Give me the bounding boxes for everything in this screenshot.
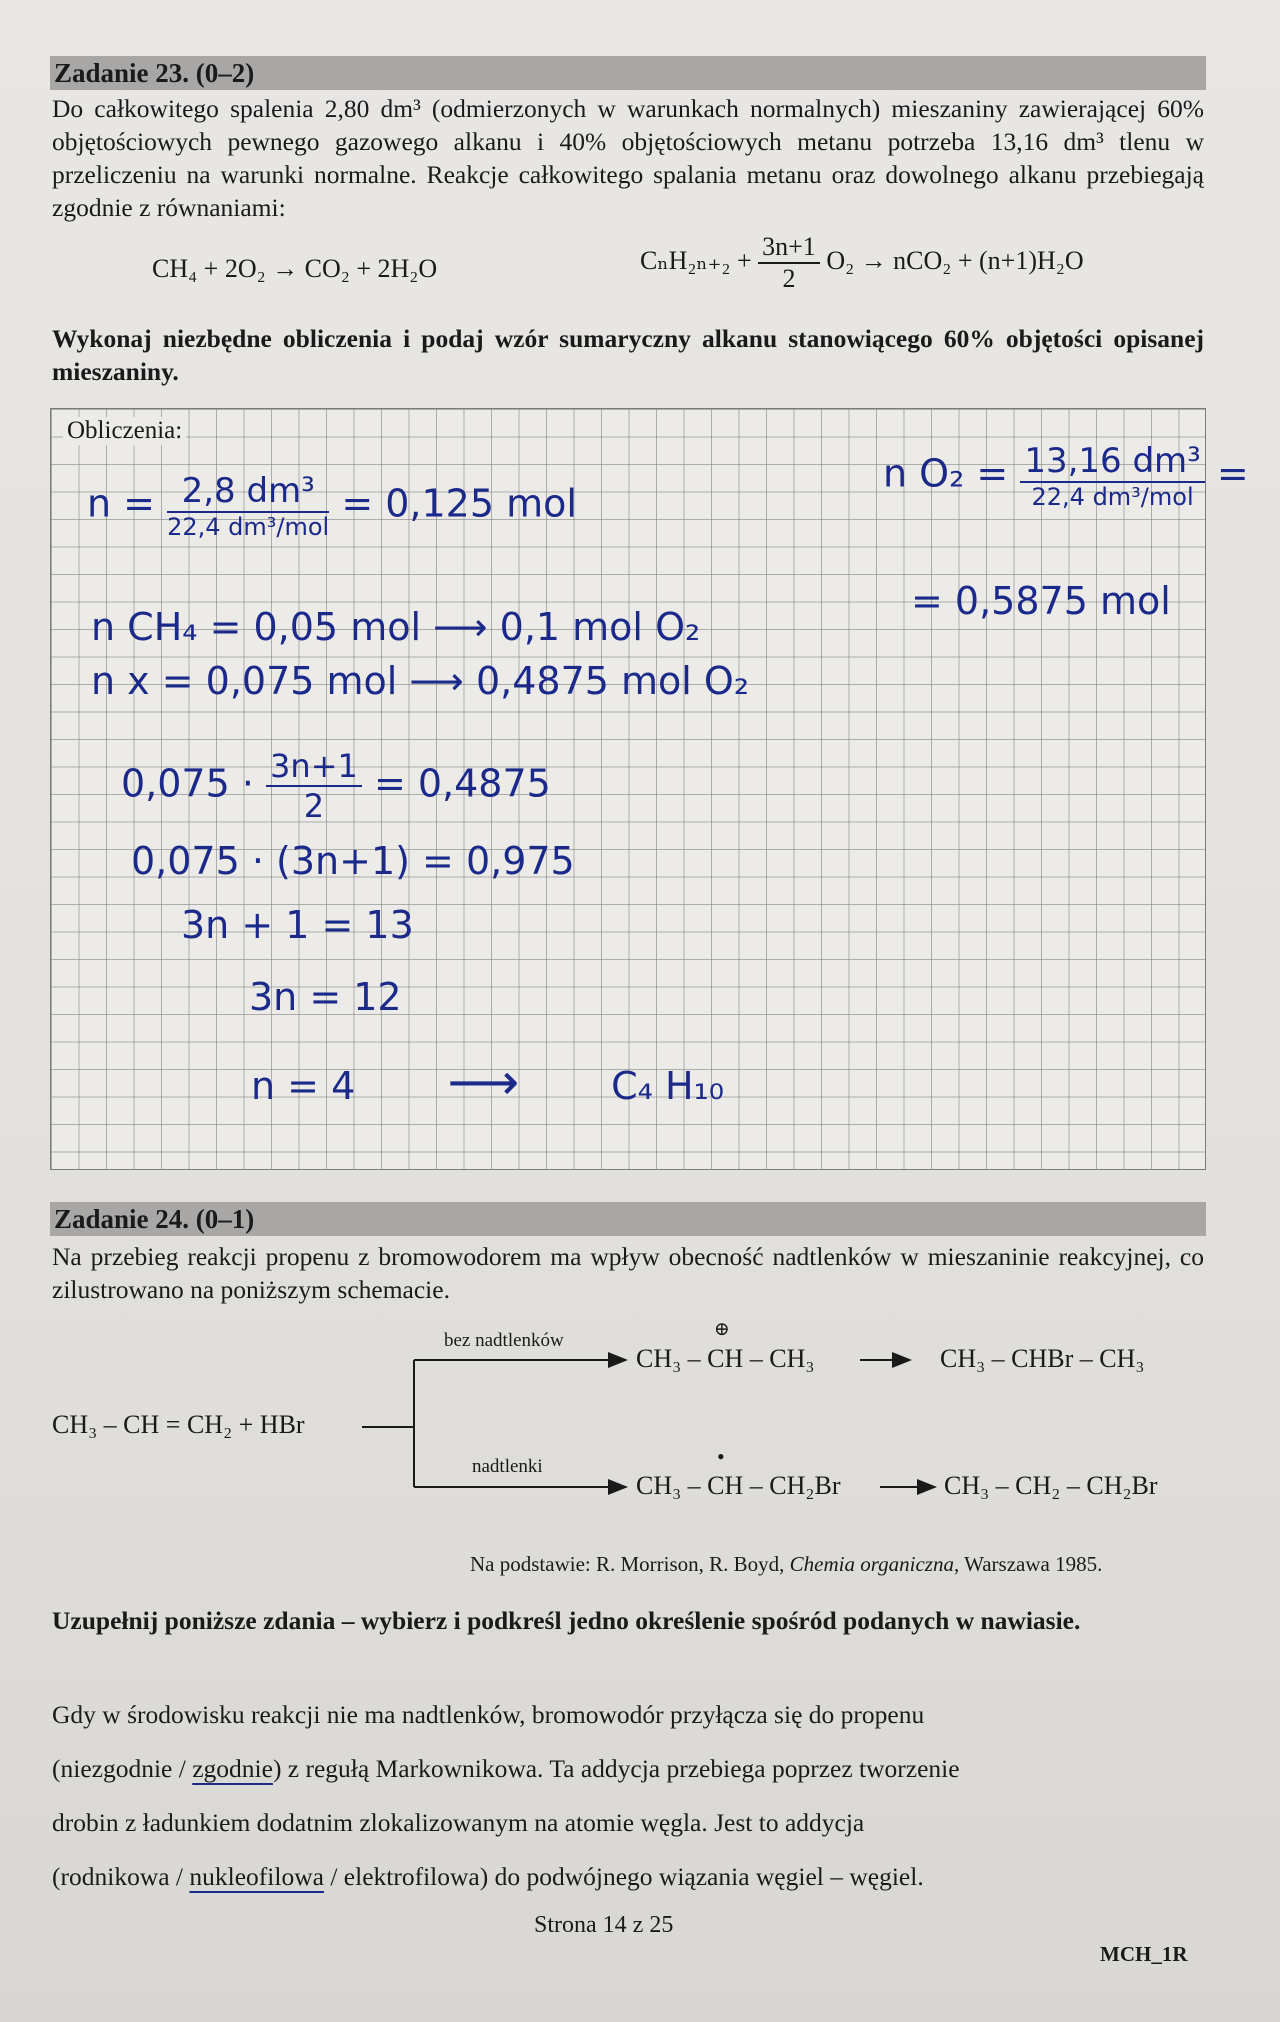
s2-a: (niezgodnie / (52, 1754, 193, 1783)
page-number: Strona 14 z 25 (534, 1912, 674, 1938)
hw-moles-total: = 0,125 mol (341, 481, 577, 526)
hw-n: n = (87, 481, 156, 526)
calc-label: Obliczenia: (63, 417, 186, 445)
hw-o2-eq: = (1216, 451, 1249, 496)
hw-o2-label: n O₂ = (883, 451, 1009, 496)
task23-header: Zadanie 23. (0–2) (54, 58, 255, 88)
hw-line5: 0,075 · (3n+1) = 0,975 (131, 839, 575, 883)
hw-line3: n x = 0,075 mol ⟶ 0,4875 mol O₂ (91, 659, 750, 703)
fraction-numerator: 3n+1 (758, 232, 820, 264)
hw-o2-num: 13,16 dm³ (1020, 441, 1204, 483)
radical-dot: • (717, 1444, 725, 1469)
source-prefix: Na podstawie: R. Morrison, R. Boyd, (470, 1552, 790, 1576)
hw-fraction1-num: 2,8 dm³ (167, 471, 329, 513)
hw-arrow: ⟶ (447, 1053, 520, 1111)
fraction-denominator: 2 (782, 264, 796, 293)
sentence-line3: drobin z ładunkiem dodatnim zlokalizowanym na atomie węgla. Jest to addycja (52, 1808, 865, 1837)
source-title: Chemia organiczna (789, 1552, 954, 1576)
alkane-equation-left: CₙH₂ₙ₊₂ + (640, 245, 752, 275)
task24-header: Zadanie 24. (0–1) (54, 1204, 255, 1234)
s4-a: (rodnikowa / (52, 1862, 190, 1891)
hw-formula: C₄ H₁₀ (611, 1064, 725, 1108)
task24-body: Na przebieg reakcji propenu z bromowodorem ma wpływ obecność nadtlenków w mieszaninie reakcyjnej, co zilustrowano na poniższym schemacie. (52, 1242, 1204, 1304)
label-peroxide: nadtlenki (472, 1456, 543, 1477)
markovnikov-product: CH₃ – CHBr – CH₃ (940, 1344, 1145, 1373)
reactant: CH₃ – CH = CH₂ + HBr (52, 1410, 305, 1439)
hw-fraction1-den: 22,4 dm³/mol (167, 513, 330, 541)
source-note (470, 1552, 1102, 1577)
hw-line6: 3n + 1 = 13 (181, 903, 414, 947)
methane-equation: CH₄ + 2O₂ → CO₂ + 2H₂O (152, 254, 438, 283)
hw-line2: n CH₄ = 0,05 mol ⟶ 0,1 mol O₂ (91, 605, 701, 649)
s4-c: / elektrofilowa) do podwójnego wiązania węgiel – węgiel. (323, 1862, 924, 1891)
hw-o2-den: 22,4 dm³/mol (1031, 483, 1194, 511)
radical: CH₃ – CH – CH₂Br (636, 1471, 841, 1500)
hw-l4-left: 0,075 · (121, 761, 254, 806)
anti-markovnikov-product: CH₃ – CH₂ – CH₂Br (944, 1471, 1158, 1500)
carbocation-charge: ⊕ (714, 1319, 730, 1340)
hw-o2-result: = 0,5875 mol (911, 579, 1171, 623)
hw-n-result: n = 4 (251, 1064, 356, 1108)
source-suffix: , Warszawa 1985. (953, 1552, 1103, 1576)
alkane-equation-right: O₂ → nCO₂ + (n+1)H₂O (826, 245, 1084, 275)
sentence-line1: Gdy w środowisku reakcji nie ma nadtlenków, bromowodór przyłącza się do propenu (52, 1700, 925, 1729)
sentence-line4 (52, 1850, 1204, 1904)
selected-answer-zgodnie[interactable]: zgodnie (192, 1754, 273, 1783)
hw-l4-num: 3n+1 (266, 747, 362, 787)
exam-code: MCH_1R (1100, 1942, 1188, 1966)
hw-l4-den: 2 (303, 787, 325, 825)
selected-answer-nukleofilowa[interactable]: nukleofilowa (189, 1862, 324, 1891)
hw-line7: 3n = 12 (249, 975, 402, 1019)
task24-sentences (52, 1688, 1204, 1904)
task23-instruction: Wykonaj niezbędne obliczenia i podaj wzór sumaryczny alkanu stanowiącego 60% objętości opisanej mieszaniny. (52, 324, 1204, 386)
sentence-line2 (52, 1742, 1204, 1796)
s2-c: ) z regułą Markownikowa. Ta addycja przebiega poprzez tworzenie (272, 1754, 960, 1783)
task23-body: Do całkowitego spalenia 2,80 dm³ (odmierzonych w warunkach normalnych) mieszaniny zawierającej 60% objętościowych pewnego gazowego alkanu i 40% objętościowych metanu potrzeba 13,16 dm³ tlenu w przeliczeniu na warunki normalne. Reakcje całkowitego spalania metanu oraz dowolnego alkanu przebiegają zgodnie z równaniami: (52, 94, 1204, 222)
carbocation: CH₃ – CH – CH₃ (636, 1344, 815, 1373)
task24-instruction: Uzupełnij poniższe zdania – wybierz i podkreśl jedno określenie spośród podanych w nawiasie. (52, 1606, 1081, 1635)
hw-l4-right: = 0,4875 (373, 761, 551, 806)
label-no-peroxide: bez nadtlenków (444, 1330, 564, 1351)
